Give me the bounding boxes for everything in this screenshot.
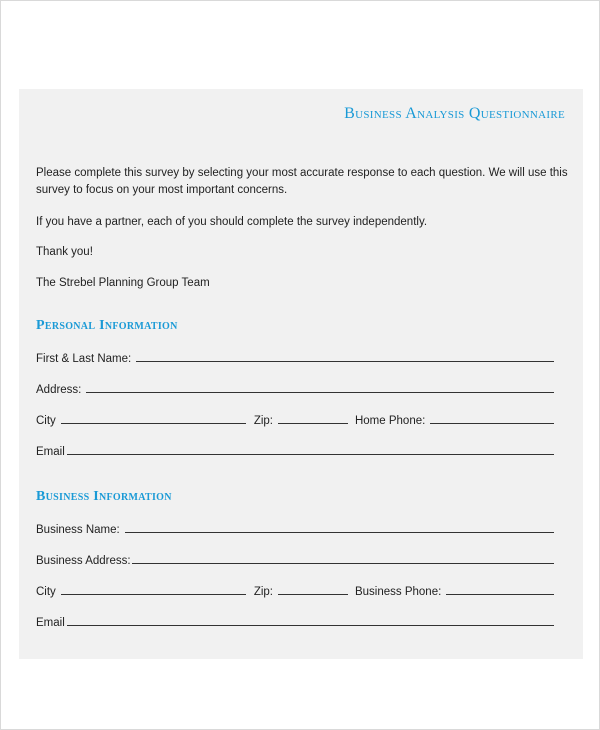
personal-zip-label: Zip: <box>253 415 273 427</box>
personal-phone-label: Home Phone: <box>354 415 426 427</box>
personal-address-row <box>36 380 554 396</box>
business-address-label: Business Address: <box>36 555 131 567</box>
business-city-label: City <box>36 586 56 598</box>
business-name-label: Business Name: <box>36 524 120 536</box>
personal-city-label: City <box>36 415 56 427</box>
questionnaire-panel <box>19 89 583 659</box>
business-city-field[interactable] <box>61 594 246 595</box>
document-title: Business Analysis Questionnaire <box>344 105 565 122</box>
partner-note: If you have a partner, each of you should complete the survey independently. <box>36 216 428 228</box>
personal-address-label: Address: <box>36 384 82 396</box>
personal-information-heading: Personal Information <box>36 318 178 333</box>
personal-email-row <box>36 442 554 458</box>
business-email-label: Email <box>36 617 65 629</box>
personal-address-field[interactable] <box>86 392 554 393</box>
signature-text: The Strebel Planning Group Team <box>36 277 210 289</box>
personal-name-label: First & Last Name: <box>36 353 132 365</box>
thank-you-text: Thank you! <box>36 246 93 258</box>
business-address-row <box>36 551 554 567</box>
personal-name-field[interactable] <box>136 361 554 362</box>
business-email-row <box>36 613 554 629</box>
personal-city-row <box>36 411 554 427</box>
business-name-row <box>36 520 554 536</box>
personal-phone-field[interactable] <box>430 423 554 424</box>
personal-zip-field[interactable] <box>278 423 348 424</box>
business-zip-label: Zip: <box>253 586 273 598</box>
business-zip-field[interactable] <box>278 594 348 595</box>
business-city-row <box>36 582 554 598</box>
personal-name-row <box>36 349 554 365</box>
business-phone-field[interactable] <box>446 594 554 595</box>
business-name-field[interactable] <box>125 532 554 533</box>
business-phone-label: Business Phone: <box>354 586 442 598</box>
personal-email-field[interactable] <box>67 454 554 455</box>
personal-city-field[interactable] <box>61 423 246 424</box>
intro-paragraph: Please complete this survey by selecting your most accurate response to each question. We will use this survey to focus on your most important concerns. <box>36 167 568 196</box>
business-address-field[interactable] <box>132 563 554 564</box>
personal-email-label: Email <box>36 446 65 458</box>
business-email-field[interactable] <box>67 625 554 626</box>
business-information-heading: Business Information <box>36 489 172 504</box>
